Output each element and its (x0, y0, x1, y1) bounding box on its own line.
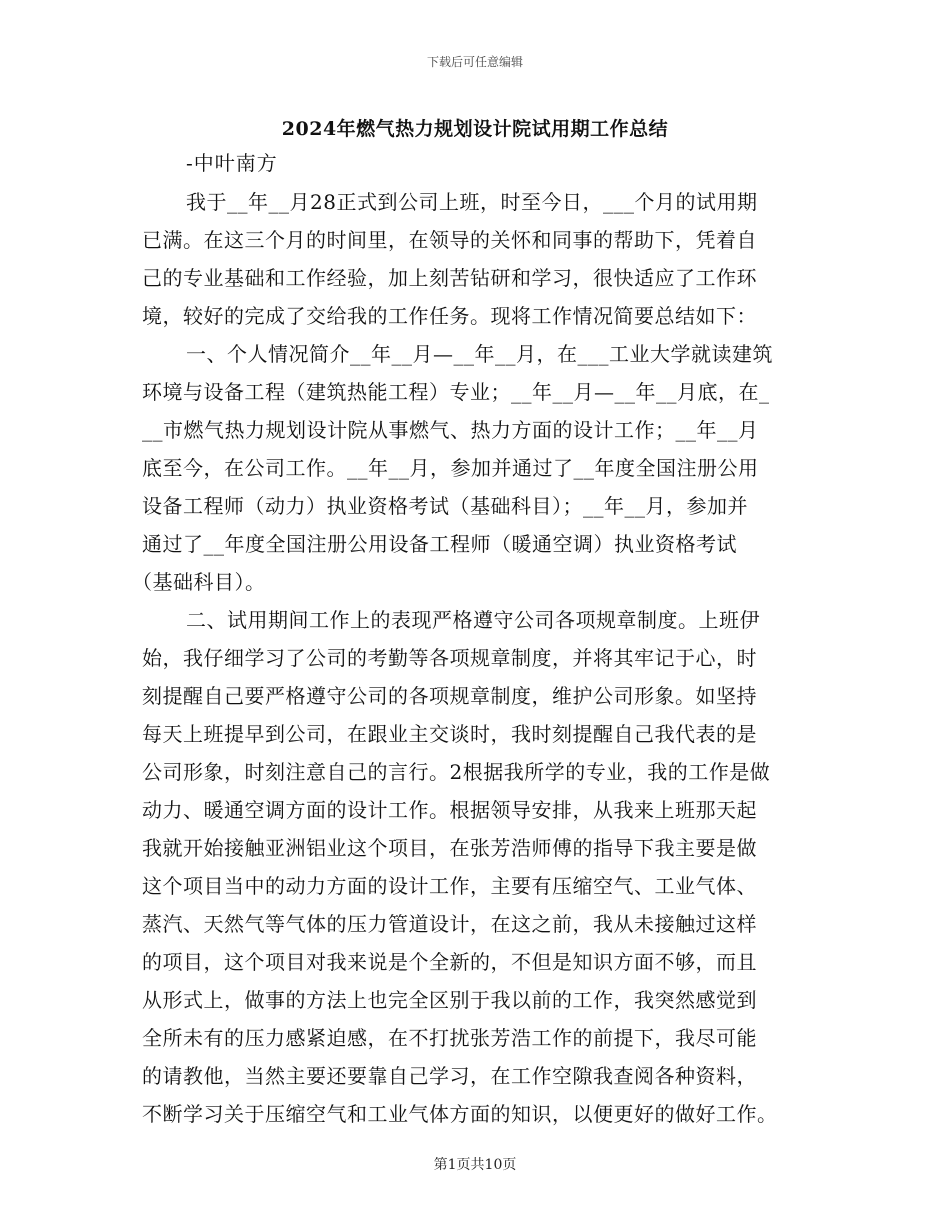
body-line: 境，较好的完成了交给我的工作任务。现将工作情况简要总结如下： (142, 304, 757, 328)
body-line: 不断学习关于压缩空气和工业气体方面的知识，以便更好的做好工作。 (142, 1102, 778, 1126)
body-line: 二、试用期间工作上的表现严格遵守公司各项规章制度。上班伊 (186, 608, 760, 632)
body-line: 公司形象，时刻注意自己的言行。2根据我所学的专业，我的工作是做 (142, 760, 771, 784)
body-line: 设备工程师（动力）执业资格考试（基础科目）；__年__月，参加并 (142, 494, 748, 518)
body-line: 底至今，在公司工作。__年__月，参加并通过了__年度全国注册公用 (142, 456, 759, 480)
header-note: 下载后可任意编辑 (426, 55, 523, 69)
document-title: 2024年燃气热力规划设计院试用期工作总结 (281, 118, 669, 140)
body-line: 动力、暖通空调方面的设计工作。根据领导安排，从我来上班那天起 (142, 798, 757, 822)
body-line: 刻提醒自己要严格遵守公司的各项规章制度，维护公司形象。如坚持 (142, 684, 757, 708)
body-line: 的请教他，当然主要还要靠自己学习，在工作空隙我查阅各种资料， (142, 1064, 757, 1088)
body-line: 的项目，这个项目对我来说是个全新的，不但是知识方面不够，而且 (142, 950, 757, 974)
body-line: 蒸汽、天然气等气体的压力管道设计，在这之前，我从未接触过这样 (142, 912, 757, 936)
body-line: 一、个人情况简介__年__月—__年__月，在___工业大学就读建筑 (186, 342, 773, 366)
body-line: 每天上班提早到公司，在跟业主交谈时，我时刻提醒自己我代表的是 (142, 722, 757, 746)
body-line: 我就开始接触亚洲铝业这个项目，在张芳浩师傅的指导下我主要是做 (142, 836, 757, 860)
body-line: 这个项目当中的动力方面的设计工作，主要有压缩空气、工业气体、 (142, 874, 757, 898)
body-line: 全所未有的压力感紧迫感，在不打扰张芳浩工作的前提下，我尽可能 (142, 1026, 757, 1050)
author-line: -中叶南方 (186, 151, 278, 175)
body-line: __市燃气热力规划设计院从事燃气、热力方面的设计工作；__年__月 (142, 418, 759, 442)
body-line: 我于__年__月28正式到公司上班，时至今日，___个月的试用期 (186, 190, 758, 214)
body-line: 从形式上，做事的方法上也完全区别于我以前的工作，我突然感觉到 (142, 988, 757, 1012)
body-line: 通过了__年度全国注册公用设备工程师（暖通空调）执业资格考试 (142, 532, 737, 556)
page-footer: 第1页共10页 (433, 1157, 517, 1173)
body-line: （基础科目）。 (132, 570, 266, 594)
body-line: 己的专业基础和工作经验，加上刻苦钻研和学习，很快适应了工作环 (142, 266, 757, 290)
body-line: 已满。在这三个月的时间里，在领导的关怀和同事的帮助下，凭着自 (142, 228, 757, 252)
body-line: 环境与设备工程（建筑热能工程）专业；__年__月—__年__月底，在_ (142, 380, 770, 404)
body-line: 始，我仔细学习了公司的考勤等各项规章制度，并将其牢记于心，时 (142, 646, 757, 670)
